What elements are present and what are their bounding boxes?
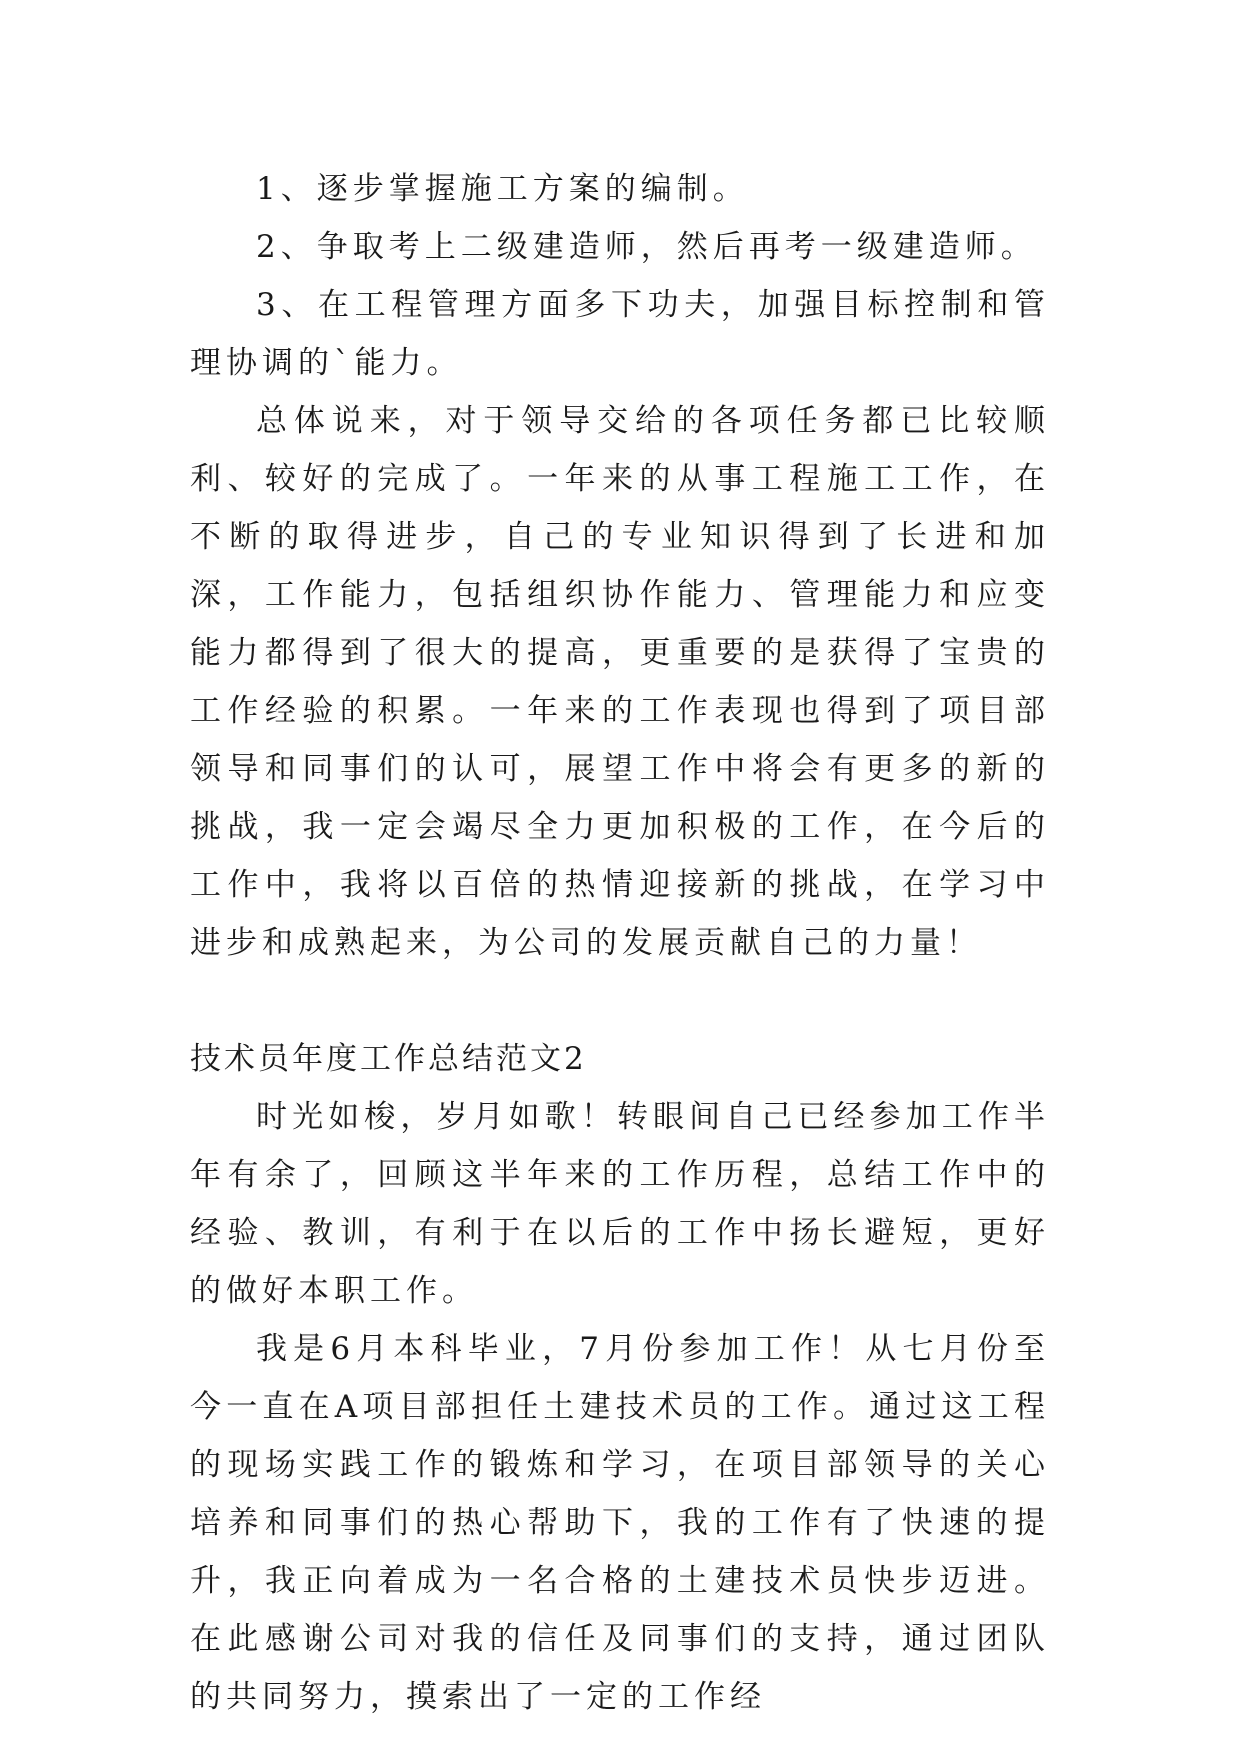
document-body: [190, 160, 1050, 1726]
list-item-1: 1、逐步掌握施工方案的编制。: [256, 171, 749, 207]
list-item-2: 2、争取考上二级建造师，然后再考一级建造师。: [256, 229, 1037, 265]
body-paragraph-1: 时光如梭，岁月如歌！转眼间自己已经参加工作半年有余了，回顾这半年来的工作历程，总结工作中的经验、教训，有利于在以后的工作中扬长避短，更好的做好本职工作。: [190, 1099, 1050, 1309]
body-paragraph-2: 我是6月本科毕业，7月份参加工作！从七月份至今一直在A项目部担任土建技术员的工作。通过这工程的现场实践工作的锻炼和学习，在项目部领导的关心培养和同事们的热心帮助下，我的工作有了快速的提升，我正向着成为一名合格的土建技术员快步迈进。在此感谢公司对我的信任及同事们的支持，通过团队的共同努力，摸索出了一定的工作经: [190, 1331, 1050, 1715]
list-item-3: 3、在工程管理方面多下功夫，加强目标控制和管理协调的`能力。: [190, 287, 1050, 381]
section-title: 技术员年度工作总结范文2: [190, 1041, 587, 1077]
summary-paragraph: 总体说来，对于领导交给的各项任务都已比较顺利、较好的完成了。一年来的从事工程施工工作，在不断的取得进步，自己的专业知识得到了长进和加深，工作能力，包括组织协作能力、管理能力和应变能力都得到了很大的提高，更重要的是获得了宝贵的工作经验的积累。一年来的工作表现也得到了项目部领导和同事们的认可，展望工作中将会有更多的新的挑战，我一定会竭尽全力更加积极的工作，在今后的工作中，我将以百倍的热情迎接新的挑战，在学习中进步和成熟起来，为公司的发展贡献自己的力量！: [190, 403, 1050, 961]
section-spacer: [190, 972, 1050, 1030]
